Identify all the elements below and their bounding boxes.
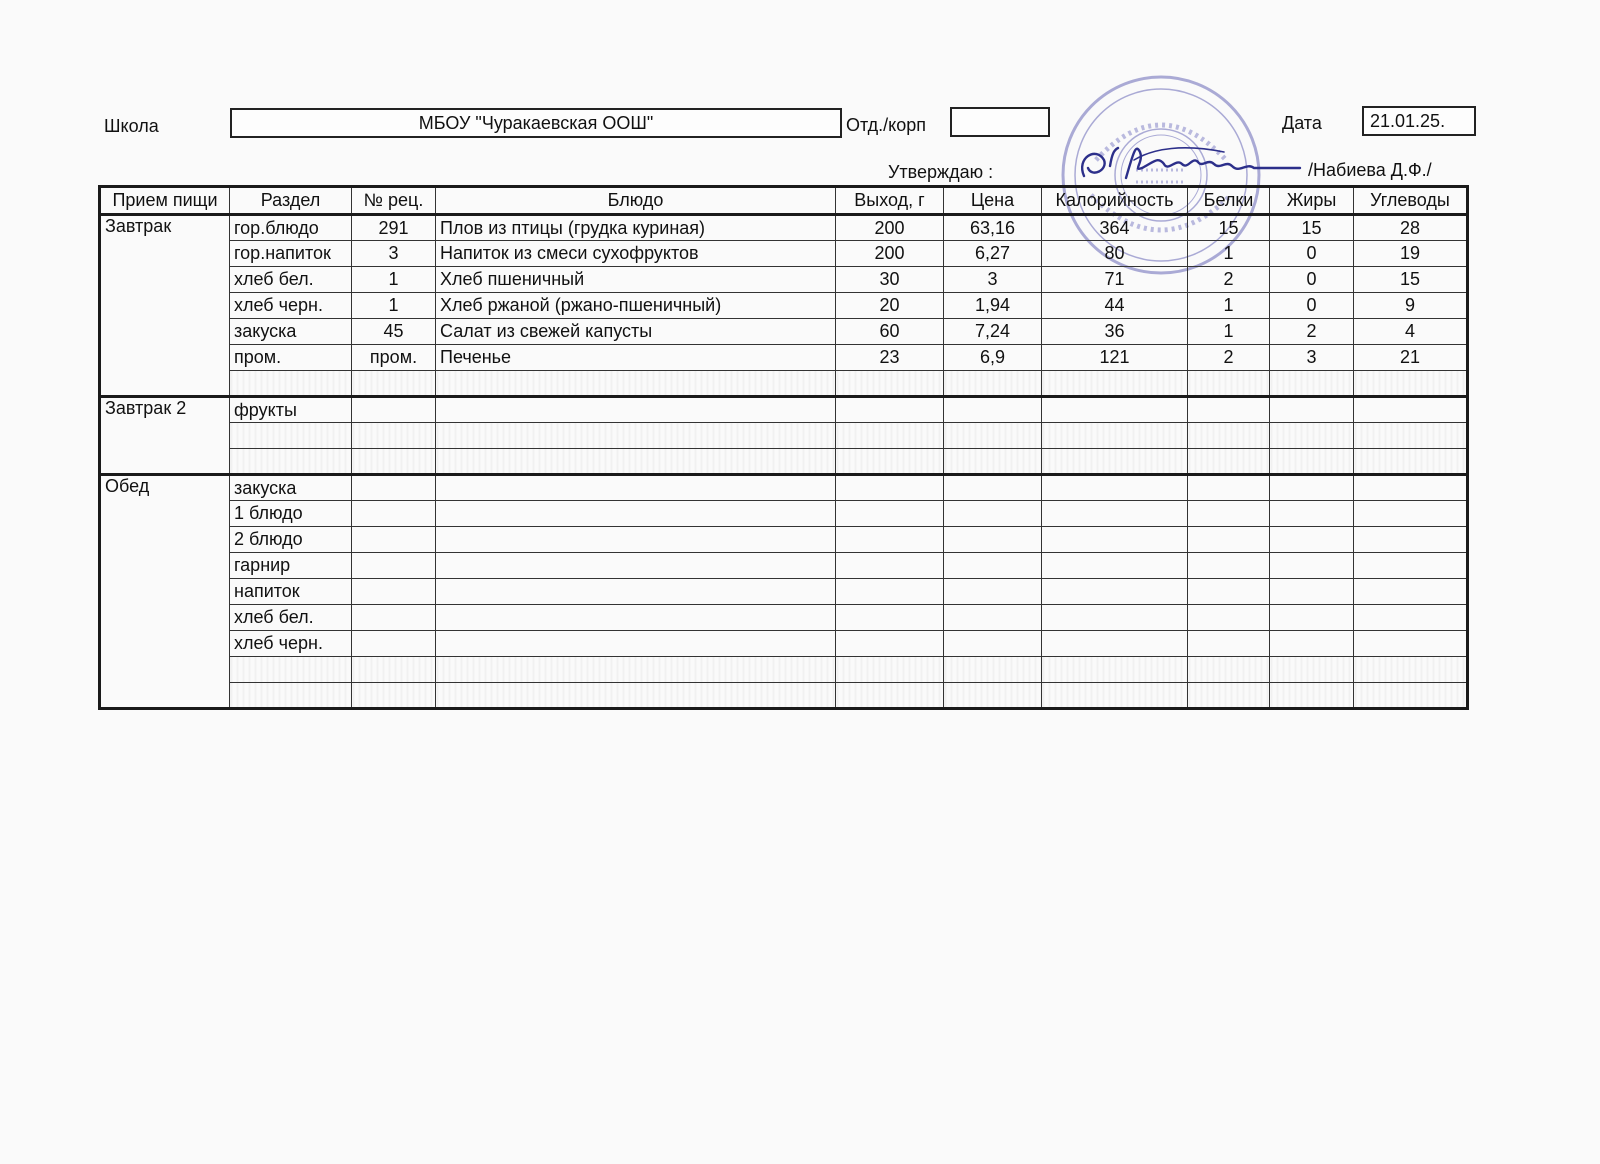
cell-rec — [352, 449, 436, 475]
cell-price — [944, 397, 1042, 423]
cell-dish — [436, 475, 836, 501]
cell-dish: Хлеб пшеничный — [436, 267, 836, 293]
cell-carb: 9 — [1354, 293, 1468, 319]
cell-dish — [436, 397, 836, 423]
cell-carb — [1354, 553, 1468, 579]
cell-prot — [1188, 631, 1270, 657]
table-row — [100, 267, 1468, 293]
cell-fat: 0 — [1270, 293, 1354, 319]
cell-prot — [1188, 527, 1270, 553]
table-row — [100, 683, 1468, 709]
cell-razdel: 1 блюдо — [230, 501, 352, 527]
cell-rec — [352, 631, 436, 657]
cell-out: 60 — [836, 319, 944, 345]
cell-carb — [1354, 657, 1468, 683]
table-header-row — [100, 187, 1468, 215]
school-name-field — [230, 108, 842, 138]
cell-razdel: 2 блюдо — [230, 527, 352, 553]
cell-fat — [1270, 553, 1354, 579]
table-row — [100, 579, 1468, 605]
cell-prot — [1188, 371, 1270, 397]
cell-prot — [1188, 449, 1270, 475]
cell-rec: пром. — [352, 345, 436, 371]
cell-price: 1,94 — [944, 293, 1042, 319]
cell-razdel: хлеб черн. — [230, 293, 352, 319]
cell-prot: 1 — [1188, 241, 1270, 267]
cell-carb — [1354, 605, 1468, 631]
date-label: Дата — [1282, 113, 1322, 133]
column-header: № рец. — [352, 187, 436, 215]
column-header: Белки — [1188, 187, 1270, 215]
cell-price: 6,27 — [944, 241, 1042, 267]
column-header: Блюдо — [436, 187, 836, 215]
cell-fat — [1270, 397, 1354, 423]
date-field — [1362, 106, 1476, 136]
cell-out — [836, 527, 944, 553]
cell-dish: Плов из птицы (грудка куриная) — [436, 215, 836, 241]
meal-cell: Завтрак — [100, 215, 230, 397]
cell-out: 200 — [836, 241, 944, 267]
cell-dish: Хлеб ржаной (ржано-пшеничный) — [436, 293, 836, 319]
cell-dish — [436, 553, 836, 579]
table-row — [100, 527, 1468, 553]
otd-label: Отд./корп — [846, 115, 926, 135]
cell-kcal — [1042, 527, 1188, 553]
cell-kcal: 364 — [1042, 215, 1188, 241]
cell-price — [944, 553, 1042, 579]
cell-razdel — [230, 657, 352, 683]
table-row — [100, 553, 1468, 579]
cell-carb — [1354, 501, 1468, 527]
cell-carb: 21 — [1354, 345, 1468, 371]
cell-rec: 1 — [352, 267, 436, 293]
cell-out: 23 — [836, 345, 944, 371]
cell-dish — [436, 657, 836, 683]
cell-price — [944, 683, 1042, 709]
cell-rec — [352, 397, 436, 423]
table-row — [100, 657, 1468, 683]
cell-rec: 1 — [352, 293, 436, 319]
approve-label: Утверждаю : — [888, 162, 994, 182]
cell-price — [944, 371, 1042, 397]
cell-prot — [1188, 683, 1270, 709]
signature — [1074, 138, 1304, 190]
menu-table — [98, 185, 1469, 710]
cell-rec — [352, 501, 436, 527]
cell-kcal — [1042, 605, 1188, 631]
cell-kcal — [1042, 449, 1188, 475]
cell-out — [836, 579, 944, 605]
cell-price — [944, 631, 1042, 657]
cell-out — [836, 371, 944, 397]
cell-kcal: 121 — [1042, 345, 1188, 371]
cell-dish — [436, 605, 836, 631]
date-value: 21.01.25. — [1370, 110, 1446, 131]
cell-dish — [436, 501, 836, 527]
table-body — [100, 215, 1468, 709]
cell-razdel: гор.блюдо — [230, 215, 352, 241]
cell-dish — [436, 371, 836, 397]
cell-razdel — [230, 449, 352, 475]
cell-carb — [1354, 397, 1468, 423]
cell-kcal — [1042, 553, 1188, 579]
cell-prot — [1188, 397, 1270, 423]
cell-prot: 15 — [1188, 215, 1270, 241]
cell-kcal — [1042, 397, 1188, 423]
cell-carb — [1354, 423, 1468, 449]
cell-rec: 45 — [352, 319, 436, 345]
cell-price — [944, 527, 1042, 553]
cell-dish: Напиток из смеси сухофруктов — [436, 241, 836, 267]
cell-out — [836, 683, 944, 709]
column-header: Калорийность — [1042, 187, 1188, 215]
cell-out — [836, 475, 944, 501]
table-row — [100, 397, 1468, 423]
cell-kcal — [1042, 501, 1188, 527]
cell-rec — [352, 475, 436, 501]
cell-price — [944, 423, 1042, 449]
cell-price — [944, 605, 1042, 631]
cell-price: 7,24 — [944, 319, 1042, 345]
cell-kcal — [1042, 657, 1188, 683]
cell-out — [836, 501, 944, 527]
cell-fat — [1270, 501, 1354, 527]
cell-rec — [352, 683, 436, 709]
cell-razdel: закуска — [230, 319, 352, 345]
cell-fat — [1270, 631, 1354, 657]
table-row — [100, 345, 1468, 371]
cell-fat — [1270, 449, 1354, 475]
column-header: Прием пищи — [100, 187, 230, 215]
cell-kcal — [1042, 475, 1188, 501]
cell-razdel — [230, 371, 352, 397]
cell-out: 20 — [836, 293, 944, 319]
cell-fat: 0 — [1270, 241, 1354, 267]
cell-carb — [1354, 579, 1468, 605]
cell-fat — [1270, 605, 1354, 631]
cell-price — [944, 579, 1042, 605]
cell-prot: 2 — [1188, 267, 1270, 293]
cell-prot — [1188, 501, 1270, 527]
cell-prot — [1188, 605, 1270, 631]
cell-prot: 1 — [1188, 293, 1270, 319]
table-row — [100, 605, 1468, 631]
cell-rec — [352, 371, 436, 397]
school-name: МБОУ "Чуракаевская ООШ" — [418, 112, 654, 133]
cell-kcal — [1042, 371, 1188, 397]
column-header: Жиры — [1270, 187, 1354, 215]
cell-dish — [436, 631, 836, 657]
cell-fat: 0 — [1270, 267, 1354, 293]
cell-prot — [1188, 475, 1270, 501]
cell-price — [944, 475, 1042, 501]
cell-carb — [1354, 449, 1468, 475]
cell-out — [836, 397, 944, 423]
column-header: Выход, г — [836, 187, 944, 215]
table-row — [100, 631, 1468, 657]
cell-out: 200 — [836, 215, 944, 241]
cell-kcal — [1042, 683, 1188, 709]
cell-dish — [436, 423, 836, 449]
cell-carb — [1354, 631, 1468, 657]
cell-dish — [436, 527, 836, 553]
cell-out — [836, 553, 944, 579]
cell-fat: 15 — [1270, 215, 1354, 241]
cell-rec — [352, 553, 436, 579]
cell-carb — [1354, 371, 1468, 397]
cell-razdel: хлеб бел. — [230, 267, 352, 293]
meal-cell: Обед — [100, 475, 230, 709]
cell-rec — [352, 579, 436, 605]
cell-fat — [1270, 527, 1354, 553]
cell-price: 63,16 — [944, 215, 1042, 241]
cell-rec — [352, 423, 436, 449]
cell-kcal: 80 — [1042, 241, 1188, 267]
cell-out — [836, 449, 944, 475]
cell-out — [836, 631, 944, 657]
table-row — [100, 293, 1468, 319]
cell-fat — [1270, 423, 1354, 449]
approver-name: /Набиева Д.Ф./ — [1308, 160, 1432, 180]
cell-carb — [1354, 683, 1468, 709]
cell-carb: 4 — [1354, 319, 1468, 345]
column-header: Углеводы — [1354, 187, 1468, 215]
cell-kcal — [1042, 579, 1188, 605]
cell-razdel: хлеб бел. — [230, 605, 352, 631]
cell-rec: 291 — [352, 215, 436, 241]
cell-prot: 2 — [1188, 345, 1270, 371]
cell-razdel: закуска — [230, 475, 352, 501]
cell-price — [944, 501, 1042, 527]
table-row — [100, 371, 1468, 397]
school-label: Школа — [104, 116, 159, 136]
cell-razdel: фрукты — [230, 397, 352, 423]
cell-razdel: напиток — [230, 579, 352, 605]
cell-prot — [1188, 579, 1270, 605]
cell-dish — [436, 579, 836, 605]
cell-fat — [1270, 683, 1354, 709]
cell-fat: 3 — [1270, 345, 1354, 371]
cell-carb — [1354, 527, 1468, 553]
cell-prot — [1188, 657, 1270, 683]
cell-prot: 1 — [1188, 319, 1270, 345]
cell-rec: 3 — [352, 241, 436, 267]
cell-prot — [1188, 423, 1270, 449]
cell-carb: 19 — [1354, 241, 1468, 267]
cell-razdel: гор.напиток — [230, 241, 352, 267]
column-header: Раздел — [230, 187, 352, 215]
cell-out — [836, 657, 944, 683]
cell-carb: 28 — [1354, 215, 1468, 241]
cell-price — [944, 657, 1042, 683]
otd-field — [950, 107, 1050, 137]
cell-price: 3 — [944, 267, 1042, 293]
column-header: Цена — [944, 187, 1042, 215]
table-row — [100, 215, 1468, 241]
cell-fat — [1270, 579, 1354, 605]
cell-razdel: хлеб черн. — [230, 631, 352, 657]
cell-kcal — [1042, 423, 1188, 449]
cell-fat — [1270, 475, 1354, 501]
cell-razdel — [230, 683, 352, 709]
cell-razdel — [230, 423, 352, 449]
cell-kcal: 36 — [1042, 319, 1188, 345]
cell-prot — [1188, 553, 1270, 579]
cell-carb: 15 — [1354, 267, 1468, 293]
table-row — [100, 449, 1468, 475]
cell-price: 6,9 — [944, 345, 1042, 371]
cell-razdel: гарнир — [230, 553, 352, 579]
table-row — [100, 423, 1468, 449]
cell-rec — [352, 657, 436, 683]
cell-out: 30 — [836, 267, 944, 293]
cell-dish: Печенье — [436, 345, 836, 371]
cell-kcal: 71 — [1042, 267, 1188, 293]
cell-fat — [1270, 371, 1354, 397]
cell-dish: Салат из свежей капусты — [436, 319, 836, 345]
cell-fat — [1270, 657, 1354, 683]
cell-kcal: 44 — [1042, 293, 1188, 319]
meal-cell: Завтрак 2 — [100, 397, 230, 475]
cell-out — [836, 605, 944, 631]
table-row — [100, 319, 1468, 345]
cell-price — [944, 449, 1042, 475]
cell-fat: 2 — [1270, 319, 1354, 345]
cell-out — [836, 423, 944, 449]
cell-carb — [1354, 475, 1468, 501]
table-row — [100, 241, 1468, 267]
cell-rec — [352, 605, 436, 631]
cell-dish — [436, 683, 836, 709]
cell-dish — [436, 449, 836, 475]
cell-rec — [352, 527, 436, 553]
cell-razdel: пром. — [230, 345, 352, 371]
table-row — [100, 475, 1468, 501]
table-row — [100, 501, 1468, 527]
cell-kcal — [1042, 631, 1188, 657]
